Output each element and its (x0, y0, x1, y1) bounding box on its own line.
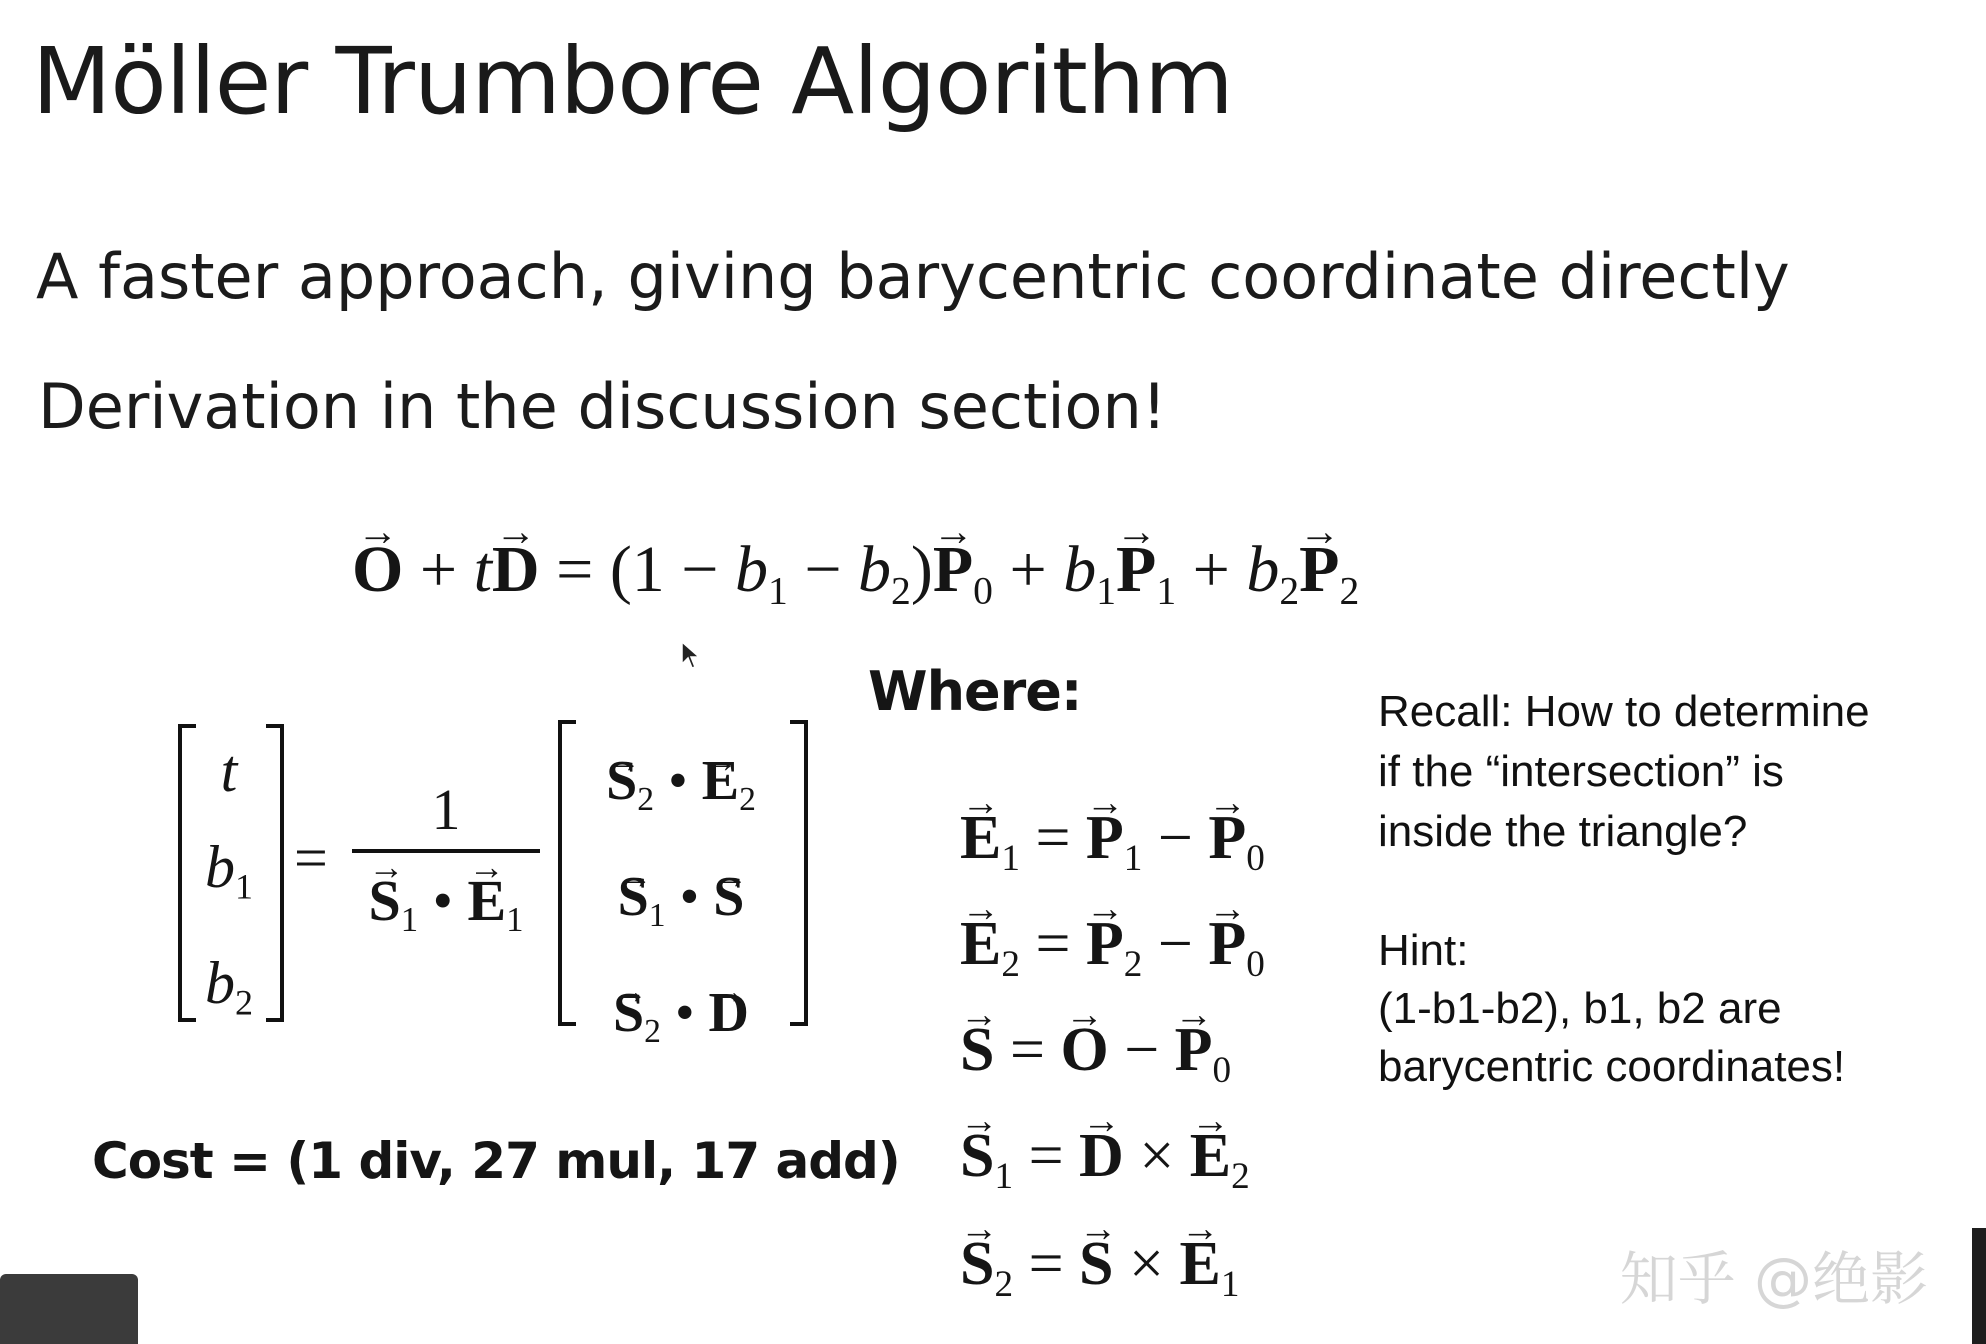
where-label: Where: (868, 660, 1082, 723)
video-thumbnail-overlay[interactable] (0, 1274, 138, 1344)
recall-line-2: if the “intersection” is (1378, 747, 1784, 796)
hint-line-2: (1-b1-b2), b1, b2 are (1378, 984, 1782, 1033)
mouse-pointer-icon (680, 640, 702, 670)
description-line-1: A faster approach, giving barycentric coordinate directly (36, 240, 1790, 313)
matrix-equation: t b1 b2 = 1 → S1 • → E1 → S2 • → E2 → S1 • → S → S2 • → D (170, 710, 810, 1020)
definition-s: → S = → O − → P0 (960, 1014, 1231, 1092)
definition-e2: → E2 = → P2 − → P0 (960, 908, 1265, 986)
recall-line-3: inside the triangle? (1378, 807, 1748, 856)
hint-note (1378, 922, 1845, 1096)
definition-s1: → S1 = → D × → E2 (960, 1120, 1250, 1198)
definition-e1: → E1 = → P1 − → P0 (960, 802, 1265, 880)
recall-note (1378, 682, 1870, 862)
definition-s2: → S2 = → S × → E1 (960, 1228, 1239, 1306)
ray-triangle-equation: → O + t→ D = (1 − b1 − b2)→ P0 + b1→ P1 + b2→ P2 (352, 530, 1359, 614)
slide-title: Möller Trumbore Algorithm (32, 28, 1233, 135)
edge-overlay (1972, 1228, 1986, 1344)
description-line-2: Derivation in the discussion section! (38, 370, 1167, 443)
hint-line-3: barycentric coordinates! (1378, 1042, 1846, 1091)
cost-label: Cost = (1 div, 27 mul, 17 add) (92, 1132, 900, 1190)
hint-line-1: Hint: (1378, 926, 1469, 975)
watermark: 知乎 @绝影 (1619, 1245, 1928, 1313)
recall-line-1: Recall: How to determine (1378, 687, 1870, 736)
